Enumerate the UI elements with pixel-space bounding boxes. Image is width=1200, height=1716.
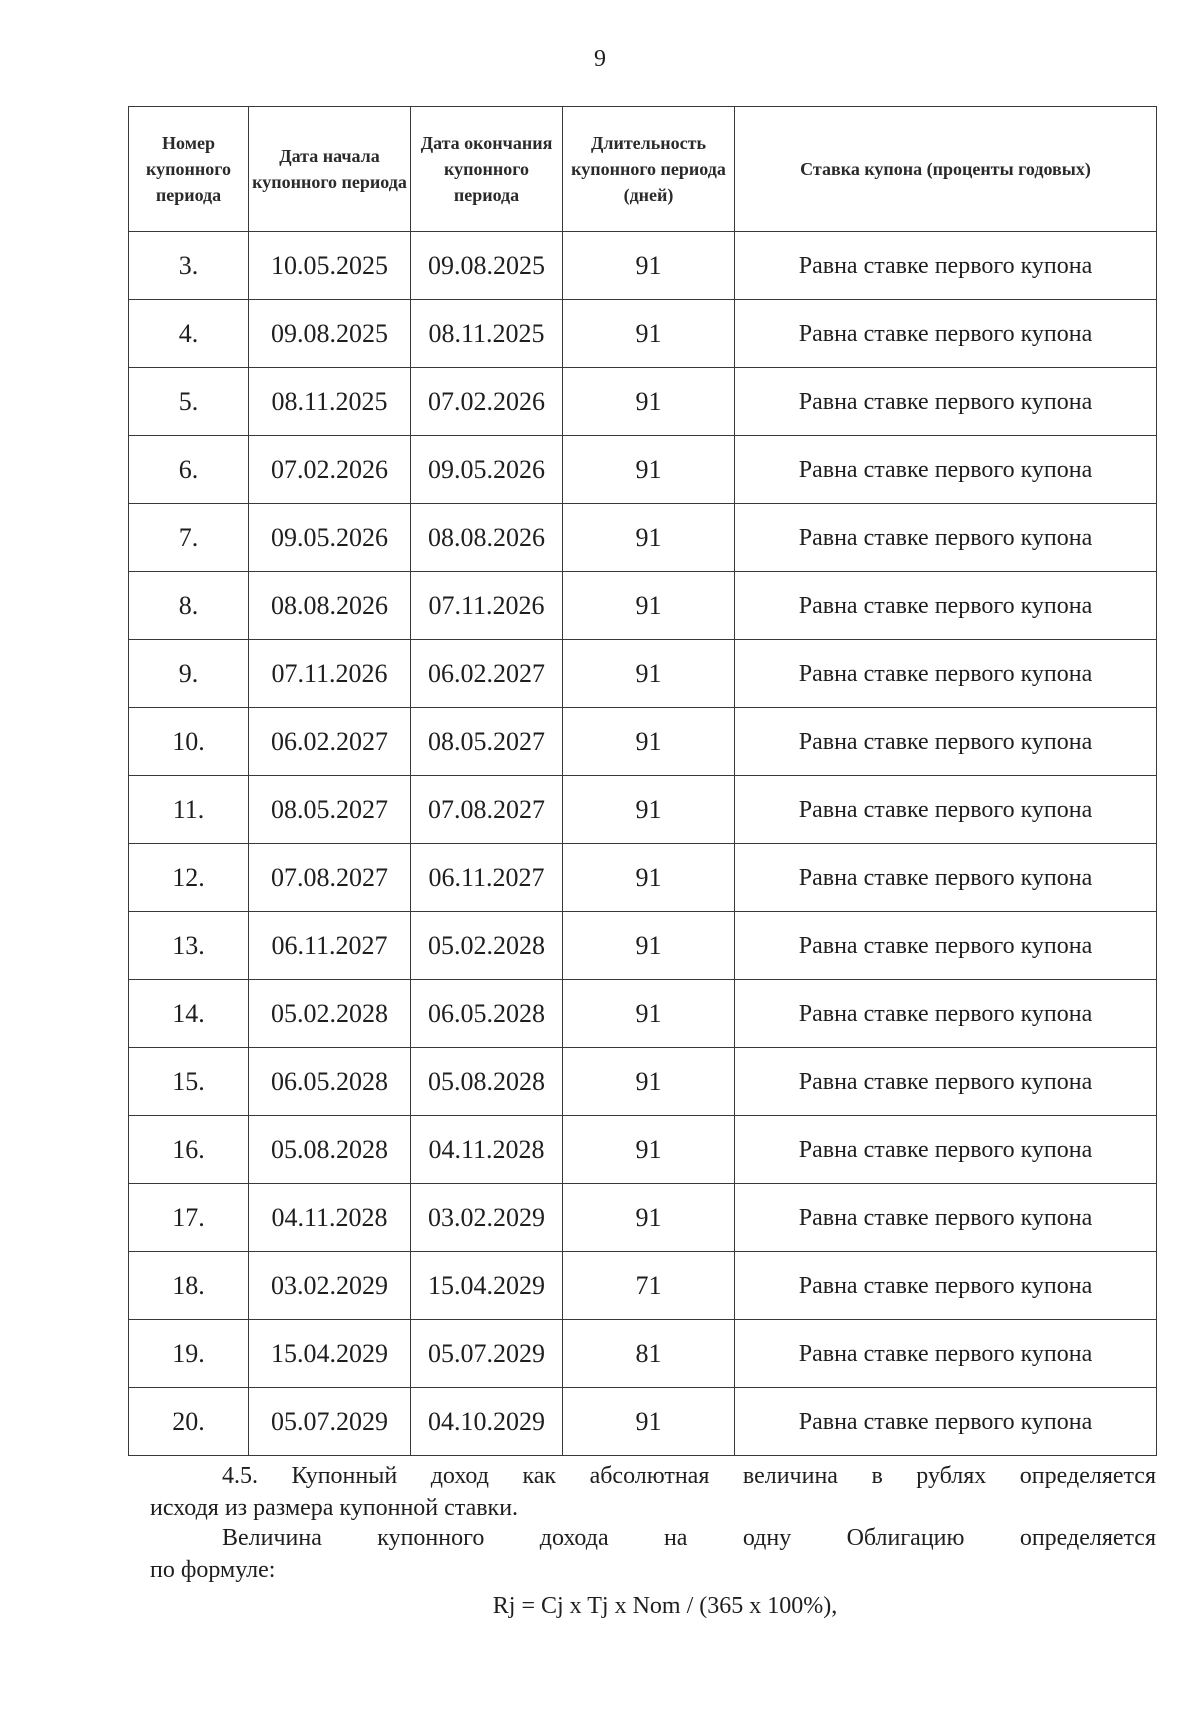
cell-period-number: 6. xyxy=(129,436,249,504)
cell-end-date: 07.02.2026 xyxy=(411,368,563,436)
cell-end-date: 03.02.2029 xyxy=(411,1184,563,1252)
cell-duration-days: 91 xyxy=(563,640,735,708)
paragraph-4-5-line-2: исходя из размера купонной ставки. xyxy=(150,1495,519,1521)
cell-start-date: 05.02.2028 xyxy=(249,980,411,1048)
cell-coupon-rate: Равна ставке первого купона xyxy=(735,368,1157,436)
cell-start-date: 03.02.2029 xyxy=(249,1252,411,1320)
cell-coupon-rate: Равна ставке первого купона xyxy=(735,1252,1157,1320)
table-row xyxy=(129,1388,1157,1456)
table-row xyxy=(129,844,1157,912)
paragraph-formula-intro-line-2: по формуле: xyxy=(150,1557,276,1583)
cell-period-number: 4. xyxy=(129,300,249,368)
cell-duration-days: 91 xyxy=(563,844,735,912)
cell-start-date: 07.08.2027 xyxy=(249,844,411,912)
cell-coupon-rate: Равна ставке первого купона xyxy=(735,232,1157,300)
cell-duration-days: 91 xyxy=(563,1184,735,1252)
cell-period-number: 12. xyxy=(129,844,249,912)
cell-end-date: 05.02.2028 xyxy=(411,912,563,980)
header-start-date: Дата начала купонного периода xyxy=(249,107,411,232)
table-row xyxy=(129,912,1157,980)
cell-coupon-rate: Равна ставке первого купона xyxy=(735,300,1157,368)
cell-period-number: 18. xyxy=(129,1252,249,1320)
header-end-date: Дата окончания купонного периода xyxy=(411,107,563,232)
cell-period-number: 16. xyxy=(129,1116,249,1184)
cell-period-number: 9. xyxy=(129,640,249,708)
cell-end-date: 08.08.2026 xyxy=(411,504,563,572)
cell-coupon-rate: Равна ставке первого купона xyxy=(735,572,1157,640)
page-number: 9 xyxy=(594,46,606,72)
cell-coupon-rate: Равна ставке первого купона xyxy=(735,1184,1157,1252)
cell-period-number: 17. xyxy=(129,1184,249,1252)
cell-duration-days: 81 xyxy=(563,1320,735,1388)
cell-duration-days: 91 xyxy=(563,368,735,436)
cell-duration-days: 71 xyxy=(563,1252,735,1320)
table-row xyxy=(129,300,1157,368)
table-row xyxy=(129,1184,1157,1252)
cell-start-date: 08.11.2025 xyxy=(249,368,411,436)
cell-duration-days: 91 xyxy=(563,232,735,300)
cell-start-date: 08.05.2027 xyxy=(249,776,411,844)
table-body xyxy=(129,232,1157,1456)
table-row xyxy=(129,504,1157,572)
cell-coupon-rate: Равна ставке первого купона xyxy=(735,504,1157,572)
cell-end-date: 06.02.2027 xyxy=(411,640,563,708)
header-duration-days: Длительность купонного периода (дней) xyxy=(563,107,735,232)
cell-start-date: 10.05.2025 xyxy=(249,232,411,300)
cell-start-date: 06.05.2028 xyxy=(249,1048,411,1116)
cell-period-number: 15. xyxy=(129,1048,249,1116)
cell-coupon-rate: Равна ставке первого купона xyxy=(735,1320,1157,1388)
cell-coupon-rate: Равна ставке первого купона xyxy=(735,436,1157,504)
cell-end-date: 09.05.2026 xyxy=(411,436,563,504)
cell-coupon-rate: Равна ставке первого купона xyxy=(735,1116,1157,1184)
cell-end-date: 04.10.2029 xyxy=(411,1388,563,1456)
cell-start-date: 06.11.2027 xyxy=(249,912,411,980)
cell-coupon-rate: Равна ставке первого купона xyxy=(735,708,1157,776)
cell-start-date: 08.08.2026 xyxy=(249,572,411,640)
cell-end-date: 06.11.2027 xyxy=(411,844,563,912)
cell-end-date: 05.08.2028 xyxy=(411,1048,563,1116)
cell-duration-days: 91 xyxy=(563,504,735,572)
cell-end-date: 07.08.2027 xyxy=(411,776,563,844)
cell-duration-days: 91 xyxy=(563,1388,735,1456)
cell-period-number: 20. xyxy=(129,1388,249,1456)
cell-duration-days: 91 xyxy=(563,776,735,844)
paragraph-formula-intro-line-1: Величина купонного дохода на одну Облигацию определяется xyxy=(222,1525,1156,1551)
cell-duration-days: 91 xyxy=(563,708,735,776)
cell-end-date: 05.07.2029 xyxy=(411,1320,563,1388)
cell-duration-days: 91 xyxy=(563,572,735,640)
cell-period-number: 5. xyxy=(129,368,249,436)
cell-start-date: 05.08.2028 xyxy=(249,1116,411,1184)
cell-duration-days: 91 xyxy=(563,980,735,1048)
cell-duration-days: 91 xyxy=(563,300,735,368)
cell-coupon-rate: Равна ставке первого купона xyxy=(735,844,1157,912)
cell-start-date: 15.04.2029 xyxy=(249,1320,411,1388)
cell-end-date: 07.11.2026 xyxy=(411,572,563,640)
cell-period-number: 3. xyxy=(129,232,249,300)
cell-start-date: 07.02.2026 xyxy=(249,436,411,504)
cell-duration-days: 91 xyxy=(563,912,735,980)
cell-end-date: 06.05.2028 xyxy=(411,980,563,1048)
table-row xyxy=(129,980,1157,1048)
cell-start-date: 05.07.2029 xyxy=(249,1388,411,1456)
cell-end-date: 08.05.2027 xyxy=(411,708,563,776)
cell-period-number: 10. xyxy=(129,708,249,776)
cell-duration-days: 91 xyxy=(563,1116,735,1184)
coupon-schedule-table xyxy=(128,106,1157,1456)
cell-end-date: 09.08.2025 xyxy=(411,232,563,300)
table-header-row xyxy=(129,107,1157,232)
table-row xyxy=(129,776,1157,844)
cell-start-date: 07.11.2026 xyxy=(249,640,411,708)
cell-period-number: 14. xyxy=(129,980,249,1048)
table-row xyxy=(129,368,1157,436)
cell-coupon-rate: Равна ставке первого купона xyxy=(735,640,1157,708)
table-row xyxy=(129,708,1157,776)
cell-end-date: 08.11.2025 xyxy=(411,300,563,368)
table-row xyxy=(129,436,1157,504)
table-row xyxy=(129,1252,1157,1320)
cell-end-date: 04.11.2028 xyxy=(411,1116,563,1184)
cell-period-number: 11. xyxy=(129,776,249,844)
cell-period-number: 19. xyxy=(129,1320,249,1388)
cell-start-date: 06.02.2027 xyxy=(249,708,411,776)
header-period-number: Номер купонного периода xyxy=(129,107,249,232)
cell-duration-days: 91 xyxy=(563,1048,735,1116)
cell-coupon-rate: Равна ставке первого купона xyxy=(735,776,1157,844)
table-row xyxy=(129,572,1157,640)
cell-coupon-rate: Равна ставке первого купона xyxy=(735,1388,1157,1456)
cell-start-date: 09.05.2026 xyxy=(249,504,411,572)
cell-coupon-rate: Равна ставке первого купона xyxy=(735,980,1157,1048)
cell-period-number: 8. xyxy=(129,572,249,640)
cell-end-date: 15.04.2029 xyxy=(411,1252,563,1320)
cell-start-date: 09.08.2025 xyxy=(249,300,411,368)
header-coupon-rate: Ставка купона (проценты годовых) xyxy=(735,107,1157,232)
coupon-formula: Rj = Cj x Tj x Nom / (365 x 100%), xyxy=(492,1593,838,1619)
cell-duration-days: 91 xyxy=(563,436,735,504)
cell-start-date: 04.11.2028 xyxy=(249,1184,411,1252)
paragraph-4-5-line-1: 4.5. Купонный доход как абсолютная величина в рублях определяется xyxy=(222,1463,1156,1489)
cell-coupon-rate: Равна ставке первого купона xyxy=(735,912,1157,980)
table-row xyxy=(129,1320,1157,1388)
cell-period-number: 13. xyxy=(129,912,249,980)
table-row xyxy=(129,1048,1157,1116)
cell-period-number: 7. xyxy=(129,504,249,572)
cell-coupon-rate: Равна ставке первого купона xyxy=(735,1048,1157,1116)
table-row xyxy=(129,1116,1157,1184)
table-row xyxy=(129,232,1157,300)
table-row xyxy=(129,640,1157,708)
